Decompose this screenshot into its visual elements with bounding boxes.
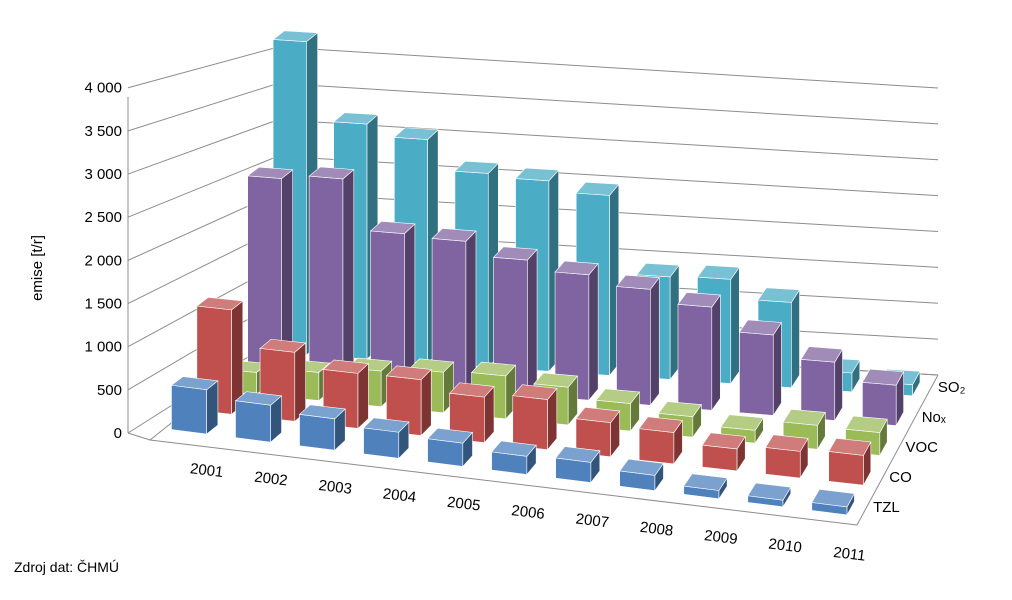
bar-side-face: [527, 249, 537, 395]
bar-No-2008: [678, 292, 720, 410]
bar-CO-2010: [766, 435, 809, 478]
bar-side-face: [358, 364, 368, 429]
y-tick-label: 500: [96, 381, 122, 399]
y-axis-label: emise [t/r]: [29, 235, 46, 301]
bar-side-face: [589, 264, 598, 401]
bar-CO-2006: [513, 385, 557, 450]
bar-TZL-2006: [492, 441, 537, 475]
bar-side-face: [343, 170, 354, 380]
bar-CO-2011: [829, 438, 871, 485]
y-tick-label: 4 000: [84, 79, 122, 97]
bar-No-2007: [617, 275, 660, 405]
bar-side-face: [731, 267, 740, 383]
bar-TZL-2004: [364, 418, 409, 459]
series-tick-label: Noₓ: [921, 409, 946, 426]
bar-front-face: [678, 304, 712, 410]
bar-TZL-2007: [556, 447, 600, 483]
bar-CO-2008: [639, 417, 682, 464]
bar-TZL-2010: [748, 483, 791, 507]
x-tick-label: 2010: [767, 535, 803, 557]
y-tick-label: 2 500: [84, 209, 122, 227]
series-tick-label: SO₂: [937, 379, 966, 396]
bar-top-face: [862, 369, 903, 385]
bar-TZL-2009: [684, 474, 727, 499]
y-tick-label: 3 000: [84, 166, 122, 184]
x-tick-label: 2006: [510, 502, 546, 524]
x-tick-label: 2009: [703, 527, 739, 549]
chart-bars: [171, 31, 920, 515]
bar-front-face: [309, 176, 343, 380]
x-axis-ticks: [189, 460, 866, 565]
y-tick-label: 1 500: [84, 295, 122, 313]
x-axis-line: [128, 433, 857, 525]
bar-front-face: [617, 286, 651, 405]
bar-side-face: [791, 290, 799, 388]
bar-side-face: [207, 381, 218, 434]
bar-front-face: [364, 428, 399, 459]
series-tick-label: CO: [889, 469, 912, 486]
x-tick-label: 2007: [574, 510, 610, 532]
bar-top-face: [801, 347, 843, 363]
bar-front-face: [235, 401, 270, 442]
bar-top-face: [846, 416, 888, 433]
bar-TZL-2003: [300, 405, 346, 450]
bar-front-face: [829, 451, 864, 485]
x-tick-label: 2002: [253, 468, 289, 490]
bar-front-face: [428, 439, 463, 467]
bar-CO-2009: [702, 433, 745, 471]
bar-side-face: [466, 231, 476, 390]
bar-front-face: [171, 385, 206, 434]
bar-No-2002: [309, 167, 354, 380]
series-tick-label: VOC: [905, 439, 939, 456]
bar-TZL-2005: [428, 428, 473, 466]
bar-front-face: [300, 414, 335, 450]
bar-TZL-2008: [620, 459, 664, 491]
bar-side-face: [712, 295, 721, 410]
x-tick-label: 2005: [446, 493, 482, 515]
bar-No-2009: [739, 320, 781, 415]
x-tick-label: 2008: [638, 518, 675, 540]
bar-front-face: [513, 396, 548, 450]
bar-side-face: [650, 278, 659, 406]
y-axis-ticks: [84, 80, 122, 442]
x-tick-label: 2001: [189, 460, 225, 482]
x-tick-label: 2011: [832, 543, 867, 565]
bar-front-face: [739, 332, 773, 415]
x-tick-label: 2003: [317, 476, 353, 498]
bar-side-face: [773, 322, 781, 415]
bar-front-face: [639, 429, 674, 464]
bar-No-2011: [862, 369, 903, 425]
bar-No-2010: [801, 347, 843, 421]
bar-front-face: [766, 447, 801, 478]
bar-side-face: [404, 224, 414, 385]
x-tick-label: 2004: [381, 485, 418, 507]
source-note: Zdroj dat: ČHMÚ: [14, 559, 120, 575]
bar-TZL-2001: [171, 377, 217, 434]
bar-side-face: [421, 369, 431, 435]
y-tick-label: 2 000: [84, 252, 122, 270]
series-tick-label: TZL: [873, 499, 900, 516]
bar-front-face: [702, 445, 737, 471]
y-tick-label: 1 000: [84, 338, 122, 356]
y-tick-label: 0: [113, 425, 122, 442]
bar-TZL-2002: [235, 392, 281, 443]
bar-TZL-2011: [812, 489, 855, 515]
bar-side-face: [295, 343, 306, 421]
y-tick-label: 3 500: [84, 122, 122, 140]
